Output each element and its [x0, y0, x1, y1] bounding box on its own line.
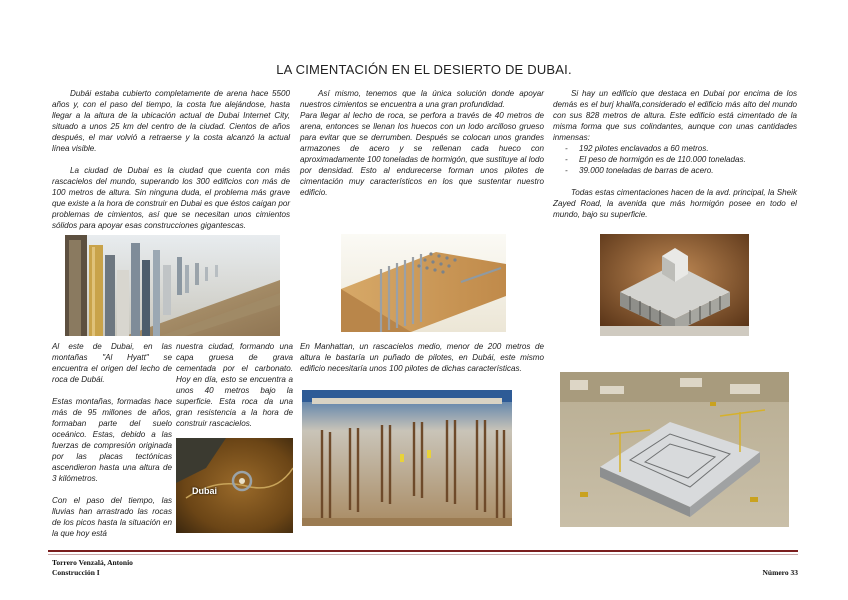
burj-construction-aerial-photo — [560, 372, 789, 527]
paragraph-coast-history: Dubái estaba cubierto completamente de arena hace 5500 años y, con el paso del tiempo, la costa fue alejándose, hasta llegar a la altura de la ubicación actual de Dubai Internet City, situado a unos 25 km del centro de la ciudad. Cientos de años después, el mar volvió a retraerse y la costa alcanzó la actual línea visible. — [52, 89, 290, 153]
burj-figures-list — [553, 143, 797, 176]
page-title: LA CIMENTACIÓN EN EL DESIERTO DE DUBAI. — [276, 62, 572, 77]
footer-course: Construcción I — [52, 568, 100, 577]
footer-page-number: Número 33 — [762, 568, 798, 577]
list-item: - El peso de hormigón es de 110.000 toneladas. — [553, 154, 797, 165]
dubai-skyline-photo — [65, 235, 280, 336]
pile-cages-site-photo — [302, 390, 512, 526]
intro-text — [52, 88, 290, 231]
paragraph-gravel-layer: nuestra ciudad, formando una capa gruesa de grava cementada por el carbonato. Hoy en día, esto se encuentra a unos 40 metros bajo la superficie. Esta roca da una gran resistencia a la hora de construir rascacielos. — [176, 342, 293, 428]
foundation-text — [300, 88, 544, 198]
paragraph-al-hyatt: Al este de Dubai, en las montañas "Al Hyatt" se encuentra el origen del lecho de roca de Dubái. — [52, 342, 172, 384]
gravel-text — [176, 341, 293, 429]
mountains-text — [52, 341, 172, 539]
paragraph-burj-khalifa: Si hay un edificio que destaca en Dubai por encima de los demás es el burj khalifa,considerado el edificio más alto del mundo con sus 828 metros de altura. Este edificio está cimentado de la misma forma que sus colindantes, aunque con unas cantidades inmensas: — [553, 89, 797, 142]
list-item: - 192 pilotes enclavados a 60 metros. — [553, 143, 797, 154]
burj-text — [553, 88, 797, 220]
satellite-map-photo — [176, 438, 293, 533]
paragraph-piles-process: Para llegar al lecho de roca, se perfora a través de 40 metros de arena, entonces se llenan los huecos con un lodo arcilloso grueso para evitar que se derrumben. Después se colocan unos grandes armazones de acero y se rellenan cada hueco con aproximadamente 100 toneladas de hormigón, que sustituye al lodo por densidad. Esto al endurecerse forman unos pilotes de cimentación muy característicos en los que sustentar nuestro edificio. — [300, 111, 544, 197]
footer-rule-top — [48, 550, 798, 552]
paragraph-skyscrapers: La ciudad de Dubai es la ciudad que cuenta con más rascacielos del mundo, superando los 300 edificios con más de 100 metros de altura. Sin ninguna duda, el problema más grave que existe a la hora de construir en Dubai es que éstos caigan por problemas de cimientos, así que se necesitan unos cimientos sólidos para apoyar esas construcciones gigantescas. — [52, 166, 291, 230]
pile-rendering-photo — [341, 234, 506, 332]
burj-foundation-section-photo — [600, 234, 749, 336]
paragraph-depth: Así mismo, tenemos que la única solución donde apoyar nuestros cimientos se encuentra a una gran profundidad. — [300, 89, 544, 109]
map-label-dubai: Dubai — [192, 486, 218, 496]
footer-author: Torrero Venzalá, Antonio — [52, 558, 133, 567]
list-item: - 39.000 toneladas de barras de acero. — [553, 165, 797, 176]
footer-rule-bottom — [48, 554, 798, 555]
paragraph-erosion: Con el paso del tiempo, las lluvias han arrastrado las rocas de los picos hasta la situación en la que hoy está — [52, 496, 172, 538]
paragraph-manhattan: En Manhattan, un rascacielos medio, menor de 200 metros de altura le bastaría un puñado de pilotes, en Dubái, este mismo edificio necesitaría unos 100 pilotes de dichas características. — [300, 342, 544, 373]
paragraph-sheik-zayed: Todas estas cimentaciones hacen de la avd. principal, la Sheik Zayed Road, la avenida que más hormigón posee en todo el mundo, bajo su superficie. — [553, 188, 797, 219]
paragraph-ocean-floor: Estas montañas, formadas hace más de 95 millones de años, formaban parte del suelo oceánico. Estas, debido a las fuerzas de compresión originada por las placas tectónicas ascendieron hasta una altura de 3 kilómetros. — [52, 397, 172, 483]
manhattan-text — [300, 341, 544, 374]
